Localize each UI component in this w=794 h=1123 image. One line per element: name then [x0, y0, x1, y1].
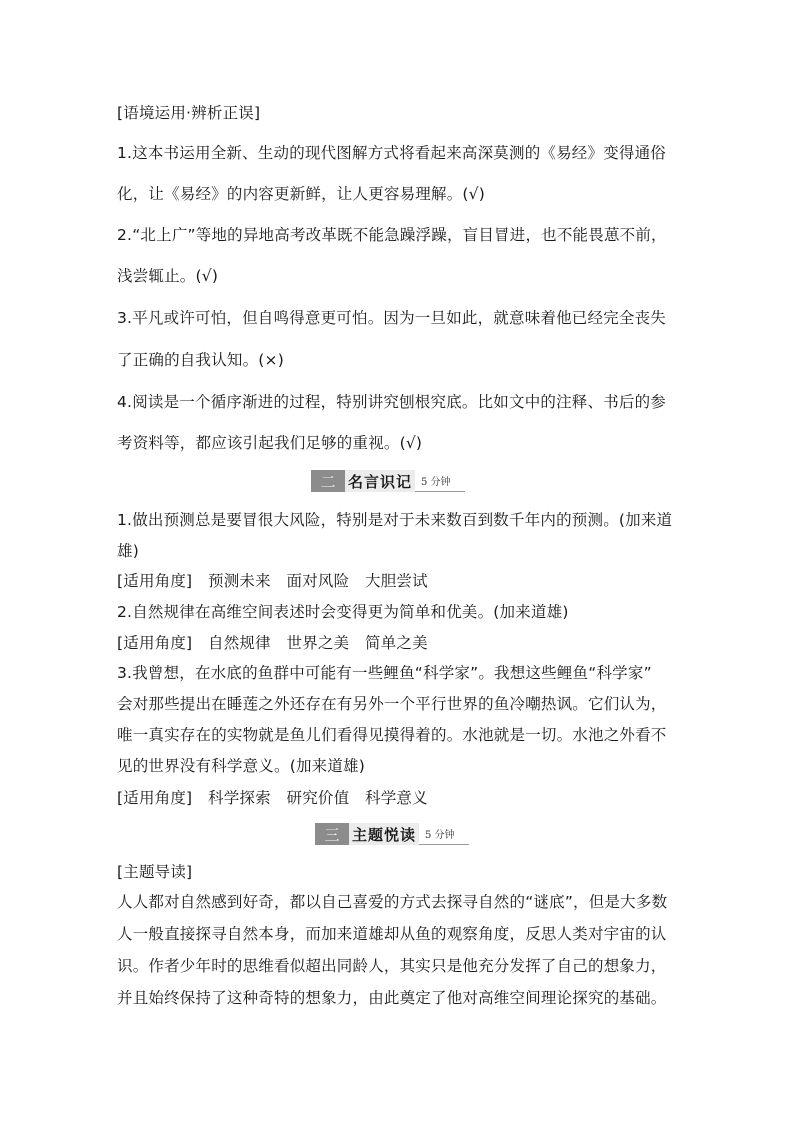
quote-1-angles: [适用角度] 预测未来 面对风险 大胆尝试	[117, 572, 428, 590]
section-heading-usage: [语境运用·辨析正误]	[117, 104, 261, 122]
item-2-line-2: 浅尝辄止。(√)	[117, 267, 219, 285]
quote-2-line-1: 2.自然规律在高维空间表述时会变得更为简单和优美。(加来道雄)	[117, 603, 569, 621]
item-2-line-1: 2.“北上广”等地的异地高考改革既不能急躁浮躁，盲目冒进，也不能畏葸不前，	[117, 226, 667, 244]
quote-3-line-1: 3.我曾想，在水底的鱼群中可能有一些鲤鱼“科学家”。我想这些鲤鱼“科学家”	[117, 664, 652, 682]
quote-2-angles: [适用角度] 自然规律 世界之美 简单之美	[117, 634, 428, 652]
item-4-line-1: 4.阅读是一个循序渐进的过程，特别讲究刨根究底。比如文中的注释、书后的参	[117, 393, 666, 411]
section-duration: 5 分钟	[419, 823, 469, 845]
section-title: 名言识记	[345, 470, 415, 492]
item-1-line-2: 化，让《易经》的内容更新鲜，让人更容易理解。(√)	[117, 185, 485, 203]
quote-3-line-3: 唯一真实存在的实物就是鱼儿们看得见摸得着的。水池就是一切。水池之外看不	[117, 726, 667, 744]
quote-3-line-4: 见的世界没有科学意义。(加来道雄)	[117, 757, 365, 775]
section-banner-reading	[315, 823, 469, 845]
quote-3-angles: [适用角度] 科学探索 研究价值 科学意义	[117, 789, 428, 807]
item-3-line-2: 了正确的自我认知。(×)	[117, 351, 284, 369]
section-number: 二	[311, 470, 345, 492]
item-3-line-1: 3.平凡或许可怕，但自鸣得意更可怕。因为一旦如此，就意味着他已经完全丧失	[117, 309, 666, 327]
reading-line-2: 人一般直接探寻自然本身，而加来道雄却从鱼的观察角度，反思人类对宇宙的认	[117, 925, 667, 943]
quote-3-line-2: 会对那些提出在睡莲之外还存在有另外一个平行世界的鱼冷嘲热讽。它们认为，	[117, 695, 667, 713]
reading-line-1: 人人都对自然感到好奇，都以自己喜爱的方式去探寻自然的“谜底”，但是大多数	[117, 893, 668, 911]
reading-line-4: 并且始终保持了这种奇特的想象力，由此奠定了他对高维空间理论探究的基础。	[117, 989, 667, 1007]
section-title: 主题悦读	[349, 823, 419, 845]
section-number: 三	[315, 823, 349, 845]
item-1-line-1: 1.这本书运用全新、生动的现代图解方式将看起来高深莫测的《易经》变得通俗	[117, 144, 666, 162]
section-duration: 5 分钟	[415, 470, 465, 492]
section-banner-quotes	[311, 470, 465, 492]
quote-1-line-2: 雄)	[117, 542, 139, 560]
reading-guide-heading: [主题导读]	[117, 863, 193, 881]
reading-line-3: 识。作者少年时的思维看似超出同龄人，其实只是他充分发挥了自己的想象力，	[117, 957, 667, 975]
quote-1-line-1: 1.做出预测总是要冒很大风险，特别是对于未来数百到数千年内的预测。(加来道	[117, 511, 673, 529]
item-4-line-2: 考资料等，都应该引起我们足够的重视。(√)	[117, 434, 423, 452]
